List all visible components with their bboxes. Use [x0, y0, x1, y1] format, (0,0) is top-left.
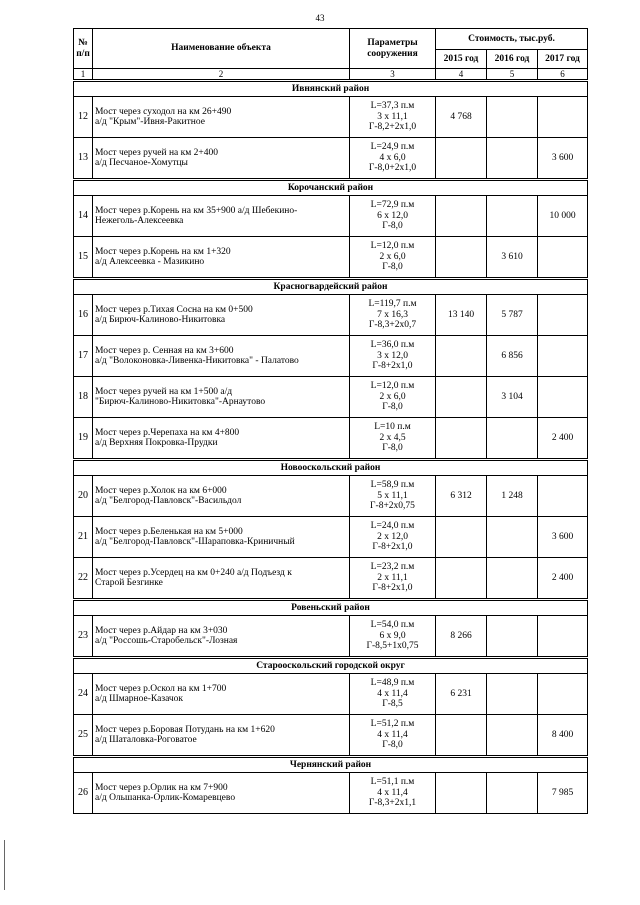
cost-2015: [436, 715, 487, 757]
object-name: [93, 336, 350, 377]
cost-2015: [436, 517, 487, 558]
param-length: L=36,0 п.м: [370, 340, 415, 351]
cost-2017: 3 600: [538, 517, 588, 558]
object-name-line: Мост через р.Черепаха на км 4+800: [95, 427, 240, 438]
param-spans: 4 x 11,4: [377, 688, 408, 699]
cost-2016: [487, 674, 538, 715]
param-spans: 6 x 12,0: [377, 210, 408, 221]
table-row: [74, 476, 588, 517]
object-name: [93, 476, 350, 517]
district-row: [74, 658, 588, 674]
cost-2017: 2 400: [538, 418, 588, 460]
cost-2017: [538, 295, 588, 336]
column-index: 1: [74, 69, 93, 81]
param-clearance: Г-8+2x1,0: [372, 361, 413, 372]
param-spans: 4 x 11,4: [377, 729, 408, 740]
object-name: [93, 715, 350, 757]
cost-2017: 7 985: [538, 773, 588, 814]
district-name: Новооскольский район: [74, 460, 588, 476]
object-name: [93, 377, 350, 418]
param-length: L=24,0 п.м: [370, 521, 415, 532]
cost-2017: 8 400: [538, 715, 588, 757]
cost-2016: [487, 418, 538, 460]
object-name-line: а/д "Россошь-Старобельск"-Лозная: [95, 636, 238, 646]
param-spans: 2 x 6,0: [379, 251, 406, 262]
table-row: [74, 418, 588, 460]
table-row: [74, 196, 588, 237]
cost-2016: 3 104: [487, 377, 538, 418]
district-row: [74, 600, 588, 616]
param-clearance: Г-8+2x1,0: [372, 583, 413, 594]
object-name-line: Мост через ручей на км 2+400: [95, 147, 219, 158]
structure-params: [350, 377, 436, 418]
object-name-line: а/д Алексеевка - Мазикино: [95, 257, 205, 267]
object-name-line: Мост через р.Оскол на км 1+700: [95, 683, 227, 694]
param-spans: 3 x 12,0: [377, 350, 408, 361]
object-name: [93, 97, 350, 138]
object-name-line: Мост через р. Сенная на км 3+600: [95, 345, 234, 356]
table-row: [74, 377, 588, 418]
object-name: [93, 616, 350, 658]
structure-params: [350, 138, 436, 180]
object-name-line: а/д Ольшанка-Орлик-Комаревцево: [95, 793, 236, 803]
param-clearance: Г-8,5: [382, 699, 403, 710]
object-name-line: а/д "Крым"-Ивня-Ракитное: [95, 117, 205, 127]
param-length: L=37,3 п.м: [370, 101, 415, 112]
cost-2015: [436, 196, 487, 237]
cost-2016: 3 610: [487, 237, 538, 279]
structure-params: [350, 558, 436, 600]
row-number: 22: [74, 558, 93, 600]
cost-2016: [487, 196, 538, 237]
table-row: [74, 336, 588, 377]
header-params: Параметры сооружения: [350, 29, 436, 69]
district-row: [74, 81, 588, 97]
district-name: Ивнянский район: [74, 81, 588, 97]
param-clearance: Г-8,0: [382, 221, 403, 232]
district-name: Чернянский район: [74, 757, 588, 773]
row-number: 20: [74, 476, 93, 517]
object-name-line: Мост через р.Орлик на км 7+900: [95, 782, 228, 793]
row-number: 24: [74, 674, 93, 715]
param-clearance: Г-8+2x0,75: [370, 501, 415, 512]
object-name-line: Мост через ручей на км 1+500 а/д: [95, 386, 233, 397]
cost-2016: [487, 97, 538, 138]
param-spans: 7 x 16,3: [377, 309, 408, 320]
cost-2017: [538, 476, 588, 517]
cost-2015: [436, 418, 487, 460]
param-clearance: Г-8,0: [382, 262, 403, 273]
district-row: [74, 460, 588, 476]
table-body: [74, 81, 588, 814]
object-name-line: Мост через р.Тихая Сосна на км 0+500: [95, 304, 253, 315]
object-name-line: "Бирюч-Калиново-Никитовка"-Арнаутово: [95, 397, 266, 407]
object-name-line: а/д "Белгород-Павловск"-Шараповка-Криничный: [95, 537, 295, 547]
cost-2017: 3 600: [538, 138, 588, 180]
column-index: 5: [487, 69, 538, 81]
row-number: 19: [74, 418, 93, 460]
structure-params: [350, 295, 436, 336]
cost-2017: [538, 237, 588, 279]
object-name: [93, 237, 350, 279]
param-length: L=51,1 п.м: [370, 777, 415, 788]
param-clearance: Г-8,0: [382, 740, 403, 751]
cost-2016: 1 248: [487, 476, 538, 517]
param-length: L=12,0 п.м: [370, 241, 415, 252]
table-row: [74, 295, 588, 336]
row-number: 13: [74, 138, 93, 180]
district-row: [74, 757, 588, 773]
param-spans: 2 x 6,0: [379, 391, 406, 402]
param-spans: 4 x 6,0: [379, 152, 406, 163]
structure-params: [350, 237, 436, 279]
param-clearance: Г-8,0: [382, 443, 403, 454]
header-cost: Стоимость, тыс.руб.: [436, 29, 588, 50]
district-row: [74, 279, 588, 295]
param-length: L=58,9 п.м: [370, 480, 415, 491]
row-number: 23: [74, 616, 93, 658]
table-row: [74, 715, 588, 757]
object-name: [93, 674, 350, 715]
row-number: 15: [74, 237, 93, 279]
cost-2016: [487, 773, 538, 814]
structure-params: [350, 196, 436, 237]
district-name: Красногвардейский район: [74, 279, 588, 295]
cost-2015: 6 312: [436, 476, 487, 517]
structure-params: [350, 773, 436, 814]
param-spans: 2 x 11,1: [377, 572, 408, 583]
object-name: [93, 418, 350, 460]
column-index: 3: [350, 69, 436, 81]
object-name-line: Мост через суходол на км 26+490: [95, 106, 232, 117]
object-name-line: а/д Верхняя Покровка-Прудки: [95, 438, 218, 448]
cost-2016: [487, 715, 538, 757]
row-number: 17: [74, 336, 93, 377]
structure-params: [350, 476, 436, 517]
district-name: Ровеньский район: [74, 600, 588, 616]
structure-params: [350, 97, 436, 138]
param-length: L=23,2 п.м: [370, 562, 415, 573]
object-name-line: Старой Безгинке: [95, 578, 163, 588]
object-name-line: Мост через р.Беленькая на км 5+000: [95, 526, 243, 537]
district-name: Корочанский район: [74, 180, 588, 196]
row-number: 26: [74, 773, 93, 814]
cost-2015: [436, 237, 487, 279]
param-length: L=48,9 п.м: [370, 678, 415, 689]
param-spans: 2 x 4,5: [379, 432, 406, 443]
cost-2015: 8 266: [436, 616, 487, 658]
object-name-line: Мост через р.Боровая Потудань на км 1+620: [95, 724, 275, 735]
object-name: [93, 517, 350, 558]
cost-2017: [538, 616, 588, 658]
bridge-cost-table: [73, 28, 588, 814]
param-clearance: Г-8,0: [382, 402, 403, 413]
cost-2016: 5 787: [487, 295, 538, 336]
param-length: L=24,9 п.м: [370, 142, 415, 153]
header-num: № п/п: [74, 29, 93, 69]
param-spans: 3 x 11,1: [377, 111, 408, 122]
column-index: 4: [436, 69, 487, 81]
object-name-line: Мост через р.Усердец на км 0+240 а/д Подъезд к: [95, 567, 292, 578]
object-name-line: а/д "Белгород-Павловск"-Васильдол: [95, 496, 242, 506]
param-clearance: Г-8+2x1,0: [372, 542, 413, 553]
header-year-2017: 2017 год: [538, 50, 588, 69]
param-length: L=10 п.м: [374, 422, 411, 433]
param-length: L=72,9 п.м: [370, 200, 415, 211]
object-name-line: Мост через р.Корень на км 35+900 а/д Шебекино-: [95, 205, 298, 216]
cost-2015: [436, 336, 487, 377]
row-number: 25: [74, 715, 93, 757]
cost-2015: 13 140: [436, 295, 487, 336]
param-clearance: Г-8,3+2x1,1: [368, 798, 417, 809]
param-clearance: Г-8,3+2x0,7: [368, 320, 417, 331]
object-name: [93, 558, 350, 600]
row-number: 14: [74, 196, 93, 237]
header-year-2015: 2015 год: [436, 50, 487, 69]
cost-2016: [487, 558, 538, 600]
table-row: [74, 138, 588, 180]
object-name-line: а/д Шаталовка-Роговатое: [95, 735, 197, 745]
cost-2015: [436, 773, 487, 814]
structure-params: [350, 517, 436, 558]
table-row: [74, 616, 588, 658]
object-name: [93, 138, 350, 180]
structure-params: [350, 715, 436, 757]
cost-2016: [487, 517, 538, 558]
row-number: 21: [74, 517, 93, 558]
district-row: [74, 180, 588, 196]
param-length: L=51,2 п.м: [370, 719, 415, 730]
param-spans: 6 x 9,0: [379, 630, 406, 641]
district-name: Старооскольский городской округ: [74, 658, 588, 674]
cost-2017: [538, 97, 588, 138]
cost-2015: [436, 138, 487, 180]
param-spans: 4 x 11,4: [377, 787, 408, 798]
param-spans: 2 x 12,0: [377, 531, 408, 542]
param-length: L=54,0 п.м: [370, 620, 415, 631]
row-number: 18: [74, 377, 93, 418]
cost-2017: [538, 377, 588, 418]
table-row: [74, 97, 588, 138]
cost-2015: 4 768: [436, 97, 487, 138]
object-name-line: Мост через р.Айдар на км 3+030: [95, 625, 228, 636]
cost-2017: 10 000: [538, 196, 588, 237]
cost-2016: 6 856: [487, 336, 538, 377]
cost-2015: 6 231: [436, 674, 487, 715]
param-length: L=119,7 п.м: [368, 299, 417, 310]
param-clearance: Г-8,5+1x0,75: [366, 641, 419, 652]
cost-2015: [436, 558, 487, 600]
structure-params: [350, 674, 436, 715]
margin-line: [4, 840, 5, 890]
param-clearance: Г-8,2+2x1,0: [368, 122, 417, 133]
object-name-line: Нежеголь-Алексеевка: [95, 216, 184, 226]
param-length: L=12,0 п.м: [370, 381, 415, 392]
header-year-2016: 2016 год: [487, 50, 538, 69]
table-row: [74, 517, 588, 558]
table-row: [74, 558, 588, 600]
cost-2017: [538, 674, 588, 715]
object-name-line: Мост через р.Холок на км 6+000: [95, 485, 227, 496]
structure-params: [350, 336, 436, 377]
param-spans: 5 x 11,1: [377, 490, 408, 501]
column-index: 6: [538, 69, 588, 81]
column-index: 2: [93, 69, 350, 81]
header-name: Наименование объекта: [93, 29, 350, 69]
row-number: 12: [74, 97, 93, 138]
cost-2016: [487, 616, 538, 658]
structure-params: [350, 616, 436, 658]
object-name: [93, 196, 350, 237]
object-name: [93, 295, 350, 336]
object-name-line: а/д Шмарное-Казачок: [95, 694, 184, 704]
row-number: 16: [74, 295, 93, 336]
structure-params: [350, 418, 436, 460]
cost-2015: [436, 377, 487, 418]
object-name-line: Мост через р.Корень на км 1+320: [95, 246, 231, 257]
object-name-line: а/д Песчаное-Хомутцы: [95, 158, 188, 168]
page-number: 43: [315, 13, 325, 23]
object-name: [93, 773, 350, 814]
object-name-line: а/д Бирюч-Калиново-Никитовка: [95, 315, 226, 325]
table-row: [74, 773, 588, 814]
cost-2017: [538, 336, 588, 377]
cost-2016: [487, 138, 538, 180]
object-name-line: а/д "Волоконовка-Ливенка-Никитовка" - Палатово: [95, 356, 299, 366]
cost-2017: 2 400: [538, 558, 588, 600]
table-row: [74, 237, 588, 279]
table-row: [74, 674, 588, 715]
param-clearance: Г-8,0+2x1,0: [368, 163, 417, 174]
